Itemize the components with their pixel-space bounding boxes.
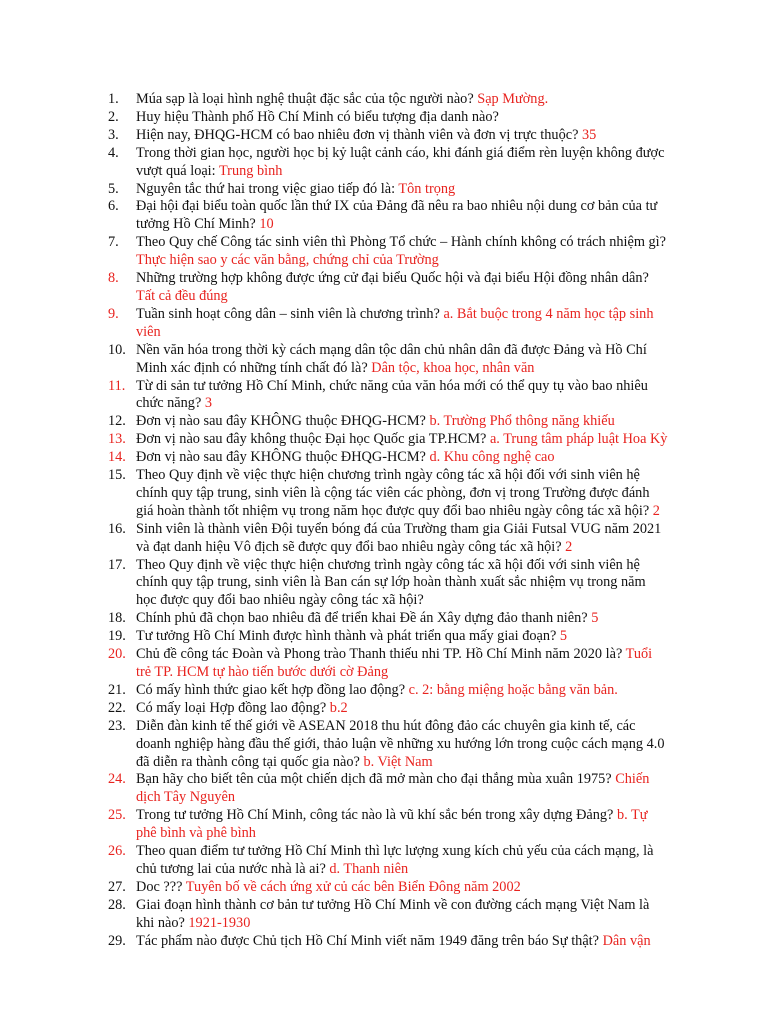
answer-text: Tất cả đều đúng: [136, 287, 228, 304]
question-body: [136, 628, 668, 646]
question-body: [136, 91, 668, 109]
question-number: 10.: [108, 341, 126, 358]
question-item: [108, 306, 668, 342]
question-item: [108, 145, 668, 181]
question-item: [108, 270, 668, 306]
question-text: Tuần sinh hoạt công dân – sinh viên là chương trình?: [136, 305, 444, 322]
answer-text: 10: [259, 216, 274, 233]
question-text: Từ di sản tư tưởng Hồ Chí Minh, chức năng của văn hóa mới có thể quy tụ vào bao nhiêu chức năng?: [136, 377, 648, 412]
question-number: 24.: [108, 771, 126, 788]
answer-text: Trung bình: [218, 162, 283, 179]
question-item: [108, 413, 668, 431]
question-item: [108, 807, 668, 843]
question-number: 20.: [108, 646, 126, 663]
question-item: [108, 234, 668, 270]
answer-text: 2: [652, 502, 660, 519]
question-item: [108, 557, 668, 611]
question-item: [108, 897, 668, 933]
question-text: Doc ???: [136, 878, 186, 895]
question-body: [136, 610, 668, 628]
question-body: [136, 378, 668, 414]
question-item: [108, 771, 668, 807]
question-text: Sinh viên là thành viên Đội tuyển bóng đá của Trường tham gia Giải Futsal VUG năm 2021 và đạt danh hiệu Vô địch sẽ được quy đổi bao nhiêu ngày công tác xã hội?: [136, 520, 662, 555]
question-text: Đơn vị nào sau đây KHÔNG thuộc ĐHQG-HCM?: [136, 449, 430, 466]
question-body: [136, 700, 668, 718]
question-text: Trong thời gian học, người học bị kỷ luật cảnh cáo, khi đánh giá điểm rèn luyện không được vượt quá loại:: [136, 144, 665, 179]
answer-text: 5: [559, 628, 568, 645]
question-body: [136, 109, 668, 127]
question-number: 23.: [108, 717, 126, 734]
answer-text: a. Trung tâm pháp luật Hoa Kỳ: [489, 431, 668, 448]
answer-text: b. Tự phê bình và phê bình: [136, 807, 648, 842]
question-item: [108, 109, 668, 127]
question-body: [136, 270, 668, 306]
question-number: 21.: [108, 681, 126, 698]
question-number: 6.: [108, 198, 119, 215]
question-body: [136, 771, 668, 807]
question-text: Theo Quy định về việc thực hiện chương trình ngày công tác xã hội đối với sinh viên hệ chính quy tập trung, sinh viên là cộng tác viên các phòng, đơn vị trong Trường được đánh giá hoàn thành tốt nhiệm vụ trong năm học được quy đổi bao nhiêu ngày công tác xã hội?: [136, 467, 653, 519]
question-number: 1.: [108, 91, 119, 107]
question-number: 27.: [108, 878, 126, 895]
question-body: [136, 467, 668, 521]
question-item: [108, 718, 668, 772]
answer-text: Chiến dịch Tây Nguyên: [136, 771, 650, 806]
question-number: 7.: [108, 234, 119, 251]
question-list: [108, 91, 668, 951]
question-body: [136, 413, 668, 431]
answer-text: Tôn trọng: [398, 180, 456, 197]
answer-text: c. 2: bằng miệng hoặc bằng văn bản.: [408, 681, 618, 698]
question-item: [108, 933, 668, 951]
question-number: 16.: [108, 520, 126, 537]
question-number: 18.: [108, 610, 126, 627]
question-number: 19.: [108, 628, 126, 645]
question-body: [136, 807, 668, 843]
question-body: [136, 933, 668, 951]
question-item: [108, 610, 668, 628]
answer-text: d. Khu công nghệ cao: [429, 449, 555, 466]
question-text: Múa sạp là loại hình nghệ thuật đặc sắc của tộc người nào?: [136, 91, 478, 107]
question-body: [136, 342, 668, 378]
question-text: Hiện nay, ĐHQG-HCM có bao nhiêu đơn vị thành viên và đơn vị trực thuộc?: [136, 126, 582, 143]
question-body: [136, 682, 668, 700]
question-item: [108, 467, 668, 521]
question-body: [136, 718, 668, 772]
question-item: [108, 646, 668, 682]
question-body: [136, 181, 668, 199]
question-body: [136, 879, 668, 897]
answer-text: d. Thanh niên: [329, 860, 409, 877]
answer-text: Dân vận: [602, 932, 651, 949]
answer-text: b.2: [329, 699, 348, 716]
question-item: [108, 378, 668, 414]
question-body: [136, 431, 668, 449]
question-item: [108, 449, 668, 467]
question-body: [136, 897, 668, 933]
answer-text: a. Bắt buộc trong 4 năm học tập sinh viên: [136, 305, 654, 340]
question-text: Diễn đàn kinh tế thế giới về ASEAN 2018 thu hút đông đảo các chuyên gia kinh tế, các doanh nghiệp hàng đầu thế giới, thảo luận về những xu hướng lớn trong cuộc cách mạng 4.0 đã diễn ra thành công tại quốc gia nào?: [136, 717, 665, 770]
question-number: 28.: [108, 896, 126, 913]
answer-text: Sạp Mường.: [477, 91, 549, 107]
question-text: Theo Quy định về việc thực hiện chương trình ngày công tác xã hội đối với sinh viên hệ chính quy tập trung, sinh viên là Ban cán sự lớp hoàn thành xuất sắc nhiệm vụ trong năm học được quy đổi bao nhiêu ngày công tác xã hội?: [136, 556, 646, 609]
question-text: Chủ đề công tác Đoàn và Phong trào Thanh thiếu nhi TP. Hồ Chí Minh năm 2020 là?: [136, 646, 626, 663]
answer-text: b. Trường Phổ thông năng khiếu: [429, 413, 615, 430]
question-body: [136, 843, 668, 879]
question-item: [108, 127, 668, 145]
question-item: [108, 682, 668, 700]
question-body: [136, 127, 668, 145]
question-number: 29.: [108, 932, 126, 949]
answer-text: 3: [204, 395, 213, 412]
answer-text: b. Việt Nam: [363, 753, 433, 770]
question-item: [108, 843, 668, 879]
question-text: Những trường hợp không được ứng cử đại biểu Quốc hội và đại biểu Hội đồng nhân dân?: [136, 270, 649, 287]
question-body: [136, 449, 668, 467]
answer-text: Thực hiện sao y các văn bằng, chứng chỉ của Trường: [136, 252, 439, 269]
question-number: 26.: [108, 843, 126, 860]
question-body: [136, 234, 668, 270]
question-text: Chính phủ đã chọn bao nhiêu đã để triển khai Đề án Xây dựng đảo thanh niên?: [136, 610, 592, 627]
answer-text: 1921-1930: [188, 914, 251, 931]
question-item: [108, 879, 668, 897]
question-text: Tư tưởng Hồ Chí Minh được hình thành và phát triển qua mấy giai đoạn?: [136, 628, 560, 645]
question-body: [136, 145, 668, 181]
question-number: 15.: [108, 467, 126, 484]
answer-text: Tuyên bố về cách ứng xử củ các bên Biển Đông năm 2002: [185, 878, 521, 895]
question-text: Trong tư tưởng Hồ Chí Minh, công tác nào là vũ khí sắc bén trong xây dựng Đảng?: [136, 807, 617, 824]
question-body: [136, 306, 668, 342]
answer-text: Dân tộc, khoa học, nhân văn: [371, 359, 535, 376]
question-text: Theo quan điểm tư tưởng Hồ Chí Minh thì lực lượng xung kích chủ yếu của cách mạng, là chủ tương lai của nước nhà là ai?: [136, 843, 654, 877]
question-item: [108, 91, 668, 109]
question-text: Huy hiệu Thành phố Hồ Chí Minh có biểu tượng địa danh nào?: [136, 108, 499, 125]
question-number: 8.: [108, 270, 119, 287]
question-number: 14.: [108, 449, 126, 466]
question-text: Nguyên tắc thứ hai trong việc giao tiếp đó là:: [136, 180, 399, 197]
question-text: Đơn vị nào sau đây KHÔNG thuộc ĐHQG-HCM?: [136, 413, 430, 430]
question-item: [108, 700, 668, 718]
question-text: Theo Quy chế Công tác sinh viên thì Phòng Tổ chức – Hành chính không có trách nhiệm gì?: [136, 234, 667, 251]
question-number: 17.: [108, 556, 126, 573]
question-body: [136, 557, 668, 611]
question-body: [136, 521, 668, 557]
question-number: 25.: [108, 807, 126, 824]
question-text: Có mấy hình thức giao kết hợp đồng lao động?: [136, 681, 409, 698]
question-number: 2.: [108, 108, 119, 125]
question-item: [108, 521, 668, 557]
question-text: Giai đoạn hình thành cơ bản tư tưởng Hồ Chí Minh về con đường cách mạng Việt Nam là khi nào?: [136, 896, 650, 931]
question-number: 3.: [108, 126, 119, 143]
question-text: Bạn hãy cho biết tên của một chiến dịch đã mở màn cho đại thắng mùa xuân 1975?: [136, 771, 616, 788]
question-body: [136, 646, 668, 682]
question-text: Tác phẩm nào được Chủ tịch Hồ Chí Minh viết năm 1949 đăng trên báo Sự thật?: [136, 932, 603, 949]
question-text: Đại hội đại biểu toàn quốc lần thứ IX của Đảng đã nêu ra bao nhiêu nội dung cơ bản của tư tưởng Hồ Chí Minh?: [136, 198, 658, 233]
question-item: [108, 628, 668, 646]
question-number: 9.: [108, 305, 119, 322]
answer-text: 5: [591, 610, 599, 627]
question-number: 11.: [108, 377, 126, 394]
question-text: Có mấy loại Hợp đồng lao động?: [136, 699, 330, 716]
question-item: [108, 198, 668, 234]
answer-text: Tuổi trẻ TP. HCM tự hào tiến bước dưới cờ Đảng: [136, 646, 653, 680]
question-text: Đơn vị nào sau đây không thuộc Đại học Quốc gia TP.HCM?: [136, 431, 490, 448]
answer-text: 35: [582, 126, 597, 143]
question-text: Nền văn hóa trong thời kỳ cách mạng dân tộc dân chủ nhân dân đã được Đảng và Hồ Chí Minh xác định có những tính chất đó là?: [136, 341, 647, 376]
question-item: [108, 431, 668, 449]
question-item: [108, 181, 668, 199]
question-number: 5.: [108, 180, 119, 197]
question-body: [136, 198, 668, 234]
question-number: 22.: [108, 699, 126, 716]
question-item: [108, 342, 668, 378]
question-number: 13.: [108, 431, 126, 448]
answer-text: 2: [565, 538, 573, 555]
question-number: 12.: [108, 413, 126, 430]
question-number: 4.: [108, 144, 119, 161]
